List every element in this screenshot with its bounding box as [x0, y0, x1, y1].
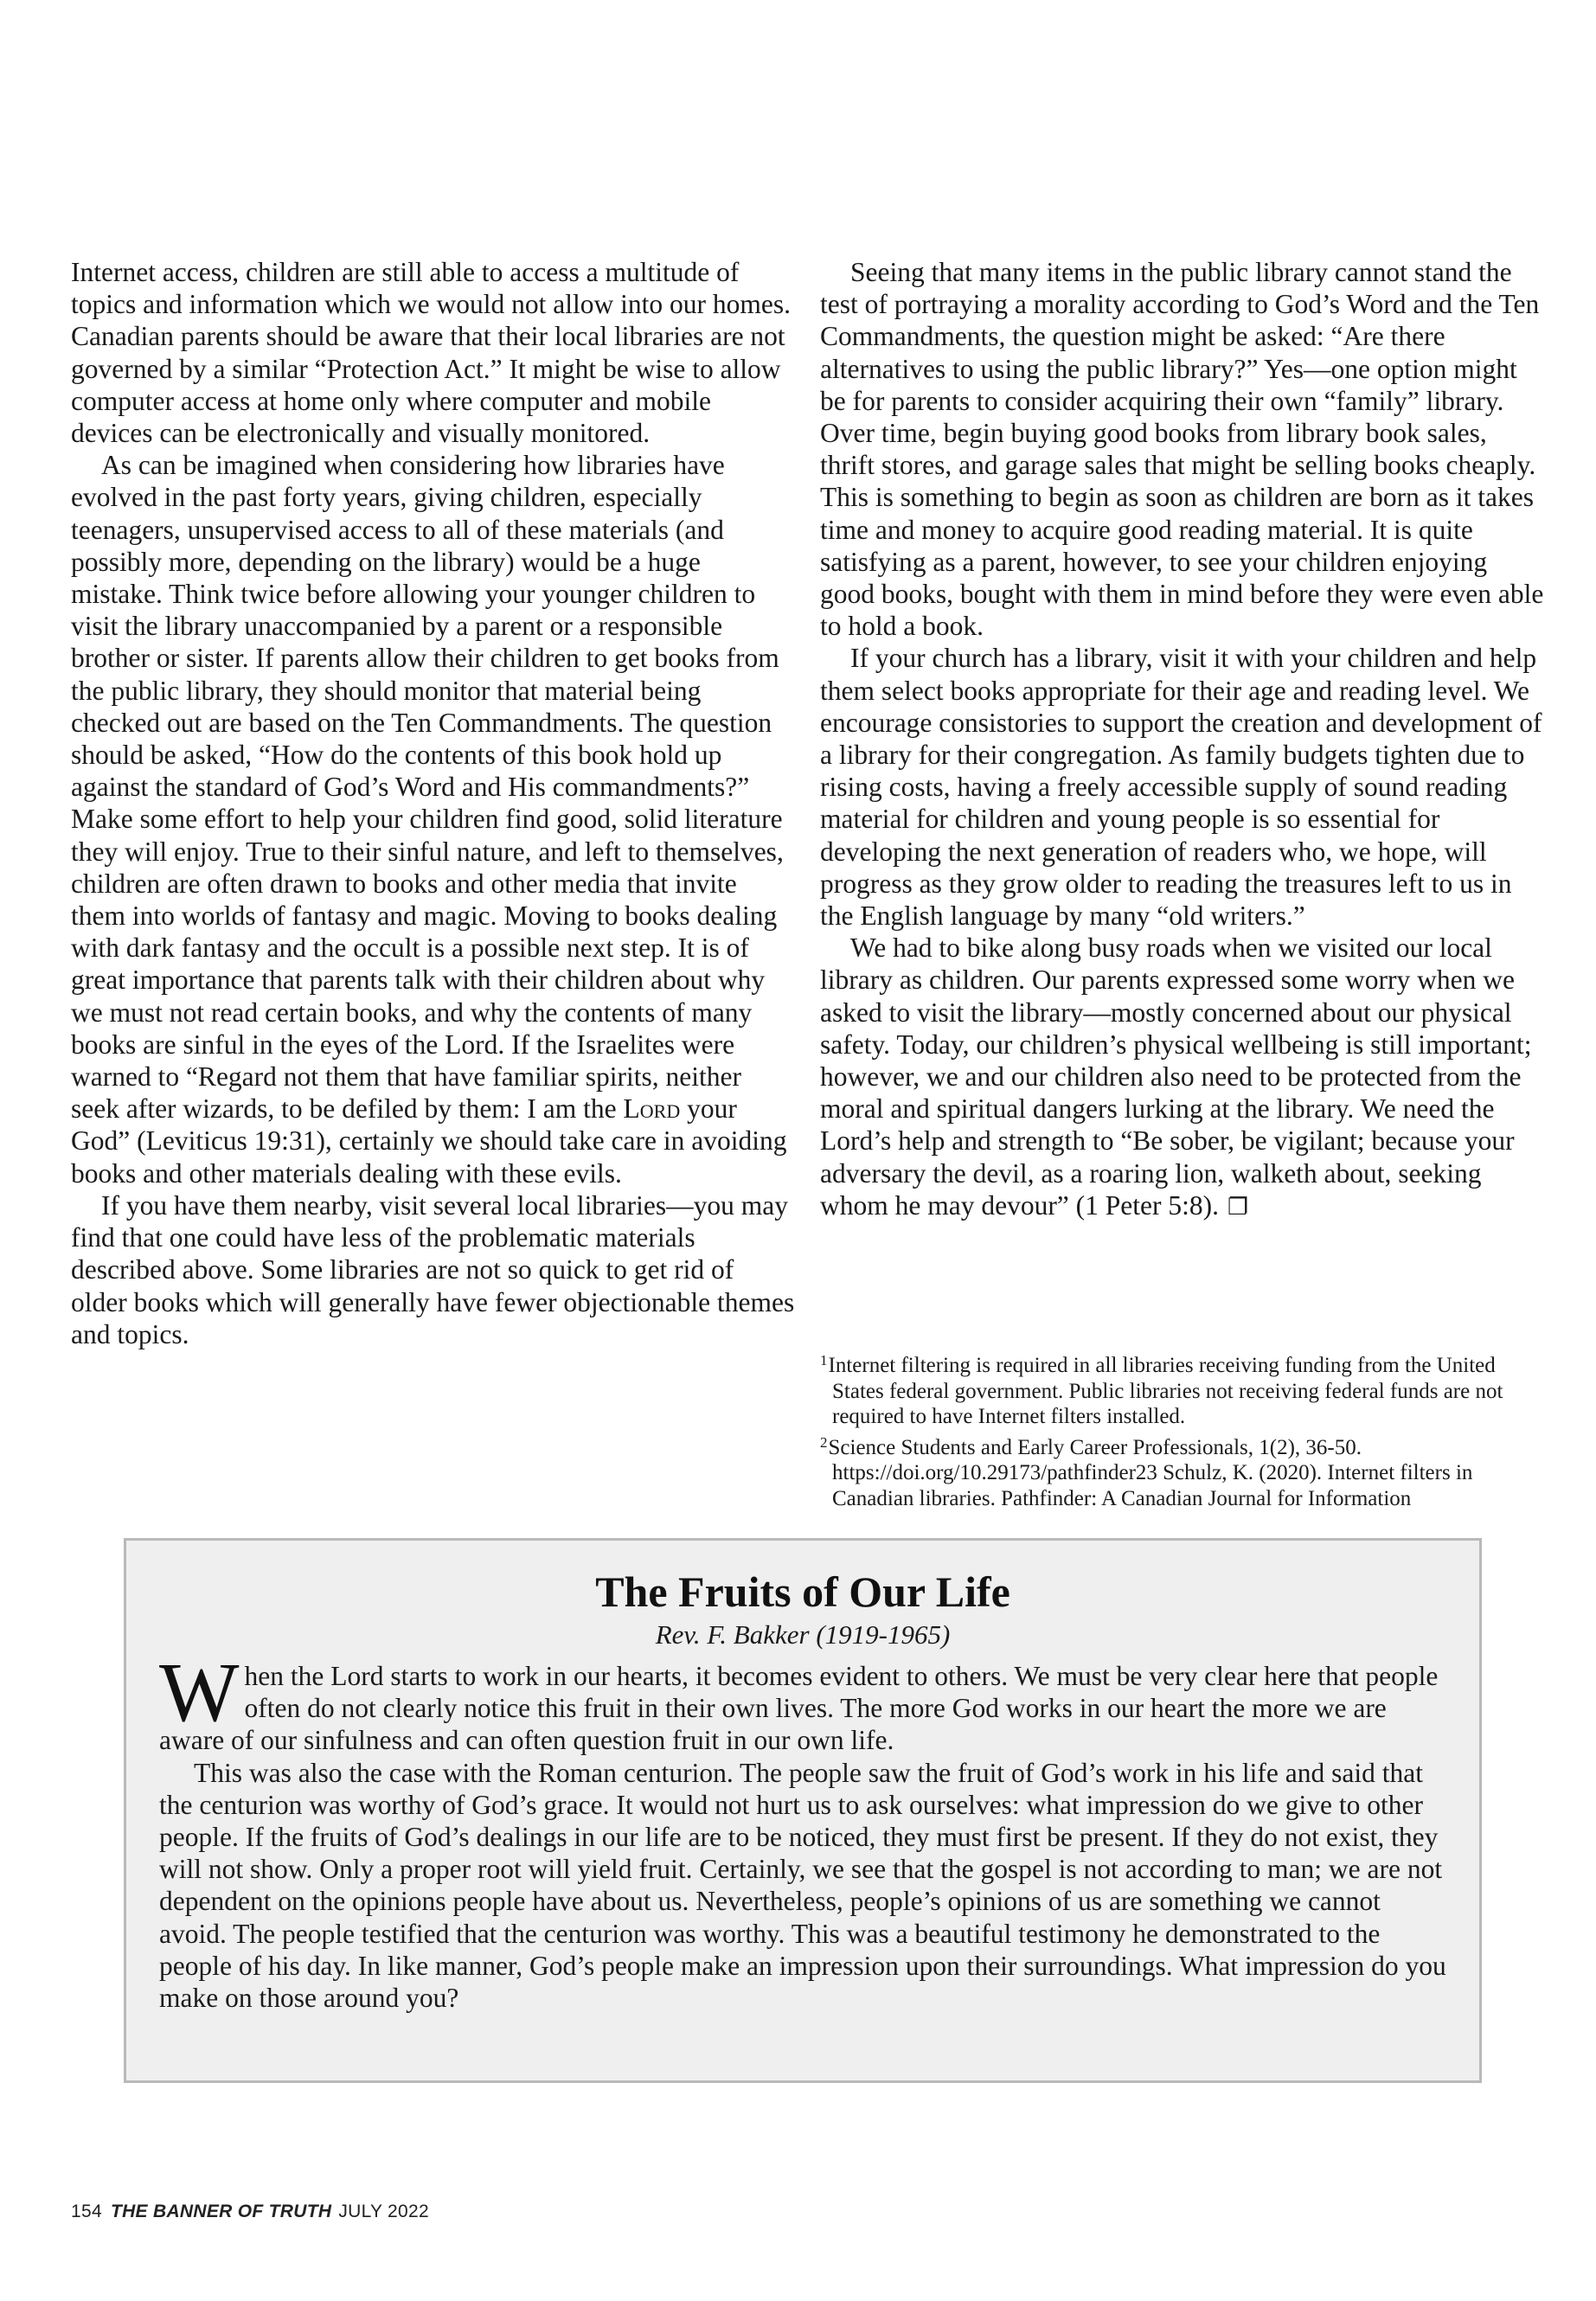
page-footer	[71, 2202, 429, 2222]
sidebar-paragraph: This was also the case with the Roman centurion. The people saw the fruit of God’s work in his life and said that the centurion was worthy of God’s grace. It would not hurt us to ask ourselves: what impression do we give to other people. If the fruits of God’s dealings in our life are to be noticed, they must first be present. If they do not exist, they will not show. Only a proper root will yield fruit. Certainly, we see that the gospel is not according to man; we are not dependent on the opinions people have about us. Nevertheless, people’s opinions of us are something we cannot avoid. The people testified that the centurion was worthy. This was a beautiful testimony he demonstrated to the people of his day. In like manner, God’s people make an impression upon their surroundings. What impression do you make on those around you?	[159, 1757, 1446, 2014]
sidebar-author: Rev. F. Bakker (1919-1965)	[655, 1619, 951, 1650]
paragraph-text-end: your God” (Leviticus 19:31), certainly we should take care in avoiding books and other materials dealing with these evils.	[71, 1093, 787, 1189]
publication-name: THE BANNER OF TRUTH	[110, 2202, 332, 2221]
issue-date: JULY 2022	[338, 2202, 429, 2221]
sidebar-body	[159, 1646, 1446, 2014]
lord-small-caps: Lord	[623, 1093, 681, 1125]
paragraph-text: We had to bike along busy roads when we visited our local library as children. Our parents expressed some worry when we asked to visit the library—mostly concerned about our physical safety. Today, our children’s physical wellbeing is still important; however, we and our children also need to be protected from the moral and spiritual dangers lurking at the library. We need the Lord’s help and strength to “Be sober, be vigilant; because your adversary the devil, as a roaring lion, walketh about, seeking whom he may devour” (1 Peter 5:8).	[820, 933, 1532, 1221]
footnote-number: 2	[820, 1433, 828, 1451]
right-column	[820, 256, 1545, 1223]
body-paragraph	[820, 932, 1545, 1223]
paragraph-text: As can be imagined when considering how libraries have evolved in the past forty years, giving children, especially teenagers, unsupervised access to all of these materials (and possibly more, depending on the library) would be a huge mistake. Think twice before allowing your younger children to visit the library unaccompanied by a parent or a responsible brother or sister. If parents allow their children to get books from the public library, they should monitor that material being checked out are based on the Ten Commandments. The question should be asked, “How do the contents of this book hold up against the standard of God’s Word and His commandments?” Make some effort to help your children find good, solid literature they will enjoy. True to their sinful nature, and left to themselves, children are often drawn to books and other media that invite them into worlds of fantasy and magic. Moving to books dealing with dark fantasy and the occult is a possible next step. It is of great importance that parents talk with their children about why we must not read certain books, and why the contents of many books are sinful in the eyes of the Lord. If the Israelites were warned to “Regard not them that have familiar spirits, neither seek after wizards, to be defiled by them: I am the	[71, 450, 784, 1125]
body-paragraph: Internet access, children are still able to access a multitude of topics and information which we would not allow into our homes. Canadian parents should be aware that their local libraries are not governed by a similar “Protection Act.” It might be wise to allow computer access at home only where computer and mobile devices can be electronically and visually monitored.	[71, 257, 791, 449]
sidebar-paragraph	[159, 1646, 1446, 1757]
footnote	[820, 1348, 1547, 1430]
sidebar-paragraph-text: hen the Lord starts to work in our hearts, it becomes evident to others. We must be very clear here that people often do not clearly notice this fruit in their own lives. The more God works in our heart the more we are aware of our sinfulness and can often question fruit in our own life.	[159, 1661, 1439, 1756]
footnote-number: 1	[820, 1352, 828, 1368]
sidebar-box	[124, 1538, 1482, 2083]
body-paragraph: Seeing that many items in the public library cannot stand the test of portraying a morality according to God’s Word and the Ten Commandments, the question might be asked: “Are there alternatives to using the public library?” Yes—one option might be for parents to consider acquiring their own “family” library. Over time, begin buying good books from library book sales, thrift stores, and garage sales that might be selling books cheaply. This is something to begin as soon as children are born as it takes time and money to acquire good reading material. It is quite satisfying as a parent, however, to see your children enjoying good books, bought with them in mind before they were even able to hold a book.	[820, 257, 1544, 642]
left-column	[71, 256, 796, 1350]
footnotes	[820, 1348, 1547, 1511]
page-number: 154	[71, 2202, 102, 2221]
drop-cap: W	[159, 1646, 240, 1740]
footnote-text: Science Students and Early Career Professionals, 1(2), 36-50. https://doi.org/10.29173/pathfinder23 Schulz, K. (2020). Internet filters in Canadian libraries. Pathfinder: A Canadian Journal for Information	[828, 1435, 1473, 1510]
body-paragraph: If you have them nearby, visit several local libraries—you may find that one could have less of the problematic materials described above. Some libraries are not so quick to get rid of older books which will generally have fewer objectionable themes and topics.	[71, 1189, 795, 1349]
sidebar-title: The Fruits of Our Life	[595, 1567, 1010, 1616]
footnote-text: Internet filtering is required in all libraries receiving funding from the United States federal government. Public libraries not receiving federal funds are not required to have Internet filters installed.	[828, 1354, 1503, 1428]
footnote	[820, 1430, 1547, 1512]
body-paragraph: If your church has a library, visit it with your children and help them select books appropriate for their age and reading level. We encourage consistories to support the creation and development of a library for their congregation. As family budgets tighten due to rising costs, having a freely accessible supply of sound reading material for children and young people is so essential for developing the next generation of readers who, we hope, will progress as they grow older to reading the treasures left to us in the English language by many “old writers.”	[820, 643, 1542, 932]
body-paragraph	[71, 449, 796, 1189]
end-of-article-mark-icon: ❐	[1227, 1193, 1249, 1221]
